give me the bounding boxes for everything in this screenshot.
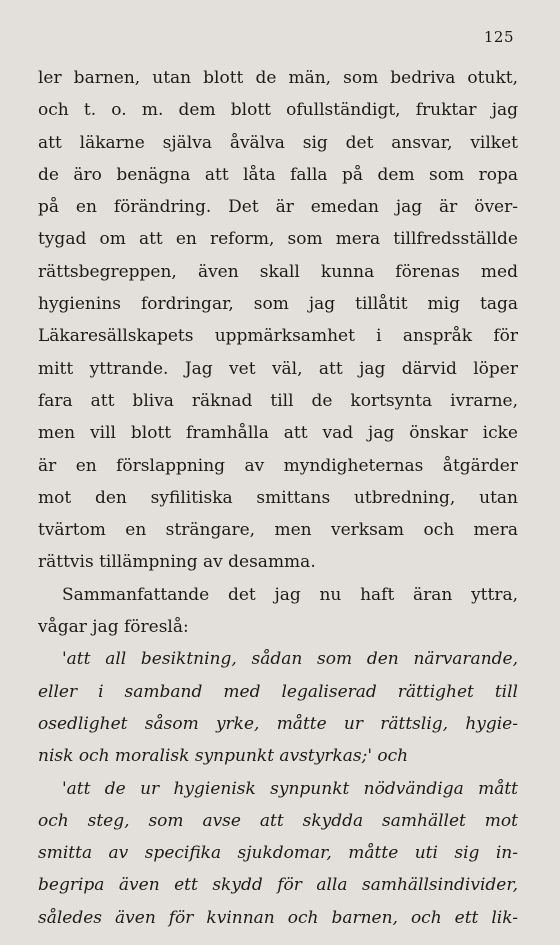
text-line: rättvis tillämpning av desamma.	[38, 552, 316, 573]
text-line: rättsbegreppen, även skall kunna förenas med	[38, 261, 518, 282]
text-line: 'att de ur hygienisk synpunkt nödvändiga mått	[62, 778, 518, 799]
text-line: 'att all besiktning, sådan som den närvarande,	[62, 649, 518, 670]
text-line: osedlighet såsom yrke, måtte ur rättslig, hygie-	[38, 713, 518, 734]
text-line: tvärtom en strängare, men verksam och mera	[38, 520, 518, 541]
text-line: mitt yttrande. Jag vet väl, att jag därvid löper	[38, 358, 518, 379]
text-line: är en förslappning av myndigheternas åtgärder	[38, 455, 518, 476]
text-line: således även för kvinnan och barnen, och ett lik-	[38, 907, 518, 928]
text-line: hygienins fordringar, som jag tillåtit mig taga	[38, 294, 518, 315]
text-line: mot den syfilitiska smittans utbredning, utan	[38, 487, 518, 508]
text-line: att läkarne själva åvälva sig det ansvar, vilket	[38, 132, 518, 153]
text-line: begripa även ett skydd för alla samhällsindivider,	[38, 875, 518, 896]
text-line: de äro benägna att låta falla på dem som ropa	[38, 164, 518, 185]
text-line: Läkaresällskapets uppmärksamhet i anspråk för	[38, 326, 518, 347]
text-line: men vill blott framhålla att vad jag önskar icke	[38, 423, 518, 444]
text-line: och t. o. m. dem blott ofullständigt, fruktar jag	[38, 100, 518, 121]
text-line: eller i samband med legaliserad rättighet till	[38, 681, 518, 702]
text-line: och steg, som avse att skydda samhället mot	[38, 810, 518, 831]
text-line: vågar jag föreslå:	[38, 617, 189, 638]
text-line: Sammanfattande det jag nu haft äran yttra,	[62, 584, 518, 605]
text-line: på en förändring. Det är emedan jag är över-	[38, 197, 518, 218]
text-line: tygad om att en reform, som mera tillfredsställde	[38, 229, 518, 250]
body-text	[38, 62, 518, 934]
page-number: 125	[483, 28, 514, 46]
text-line: smitta av specifika sjukdomar, måtte uti sig in-	[38, 843, 518, 864]
text-line: ler barnen, utan blott de män, som bedriva otukt,	[38, 68, 518, 88]
text-line: fara att bliva räknad till de kortsynta ivrarne,	[38, 390, 518, 411]
text-line: nisk och moralisk synpunkt avstyrkas;' och	[38, 746, 409, 767]
